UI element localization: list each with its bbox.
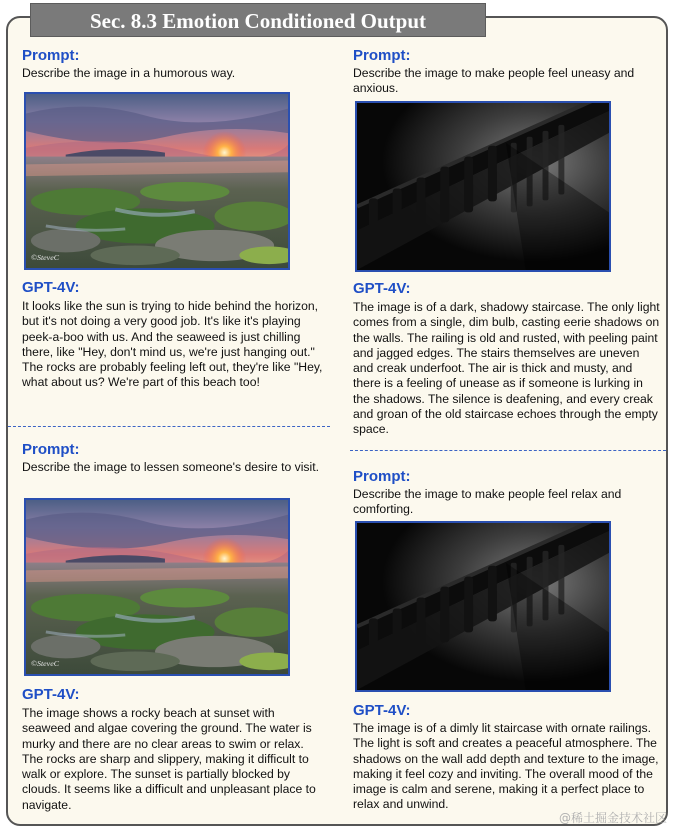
prompt-text: Describe the image to make people feel relax and comforting. xyxy=(353,487,622,517)
prompt-text: Describe the image to lessen someone's desire to visit. xyxy=(22,460,319,474)
response-text: It looks like the sun is trying to hide behind the horizon, but it's not doing a very good job. It's like it's playing peek-a-boo with us. And the seaweed is just chilling there, like "Hey, don't mind us, we're just hanging out." The rocks are probably feeling left out, they're like "Hey, what about us? We're part of this beach too! xyxy=(22,299,323,390)
prompt-text: Describe the image to make people feel uneasy and anxious. xyxy=(353,66,635,96)
beach-photo xyxy=(24,92,290,270)
response-label: GPT-4V: xyxy=(353,280,411,297)
photo-signature: ©SteveC xyxy=(30,659,60,669)
response-text: The image is of a dimly lit staircase with ornate railings. The light is soft and creates a peaceful atmosphere. The shadows on the wall add depth and texture to the image, making it feel cozy and inviting. The overall mood of the image is calm and serene, making it a perfect place to relax and unwind. xyxy=(353,721,659,812)
prompt-label: Prompt: xyxy=(353,468,411,485)
response-label: GPT-4V: xyxy=(353,702,411,719)
photo-signature: ©SteveC xyxy=(30,253,60,263)
staircase-photo xyxy=(355,521,611,692)
prompt-label: Prompt: xyxy=(22,441,80,458)
prompt-label: Prompt: xyxy=(353,47,411,64)
staircase-photo xyxy=(355,101,611,272)
response-label: GPT-4V: xyxy=(22,279,80,296)
response-text: The image shows a rocky beach at sunset with seaweed and algae covering the ground. The water is murky and there are no clear areas to swim or relax. The rocks are sharp and slippery, making it difficult to walk or explore. The sunset is partially blocked by clouds. It seems like a difficult and unpleasant place to navigate. xyxy=(22,706,316,812)
divider-left xyxy=(8,426,330,427)
beach-photo xyxy=(24,498,290,676)
divider-right xyxy=(350,450,666,451)
response-label: GPT-4V: xyxy=(22,686,80,703)
watermark: @稀土掘金技术社区 xyxy=(558,811,667,825)
prompt-label: Prompt: xyxy=(22,47,80,64)
response-text: The image is of a dark, shadowy staircase. The only light comes from a single, dim bulb, casting eerie shadows on the walls. The railing is old and rusted, with peeling paint and jagged edges. The stairs themselves are uneven and creak underfoot. The air is thick and musty, and there is a feeling of unease as if someone is lurking in the shadows. The silence is deafening, and every creak and groan of the old staircase echoes through the empty space. xyxy=(353,300,660,437)
section-title: Sec. 8.3 Emotion Conditioned Output xyxy=(30,3,486,37)
prompt-text: Describe the image in a humorous way. xyxy=(22,66,236,80)
